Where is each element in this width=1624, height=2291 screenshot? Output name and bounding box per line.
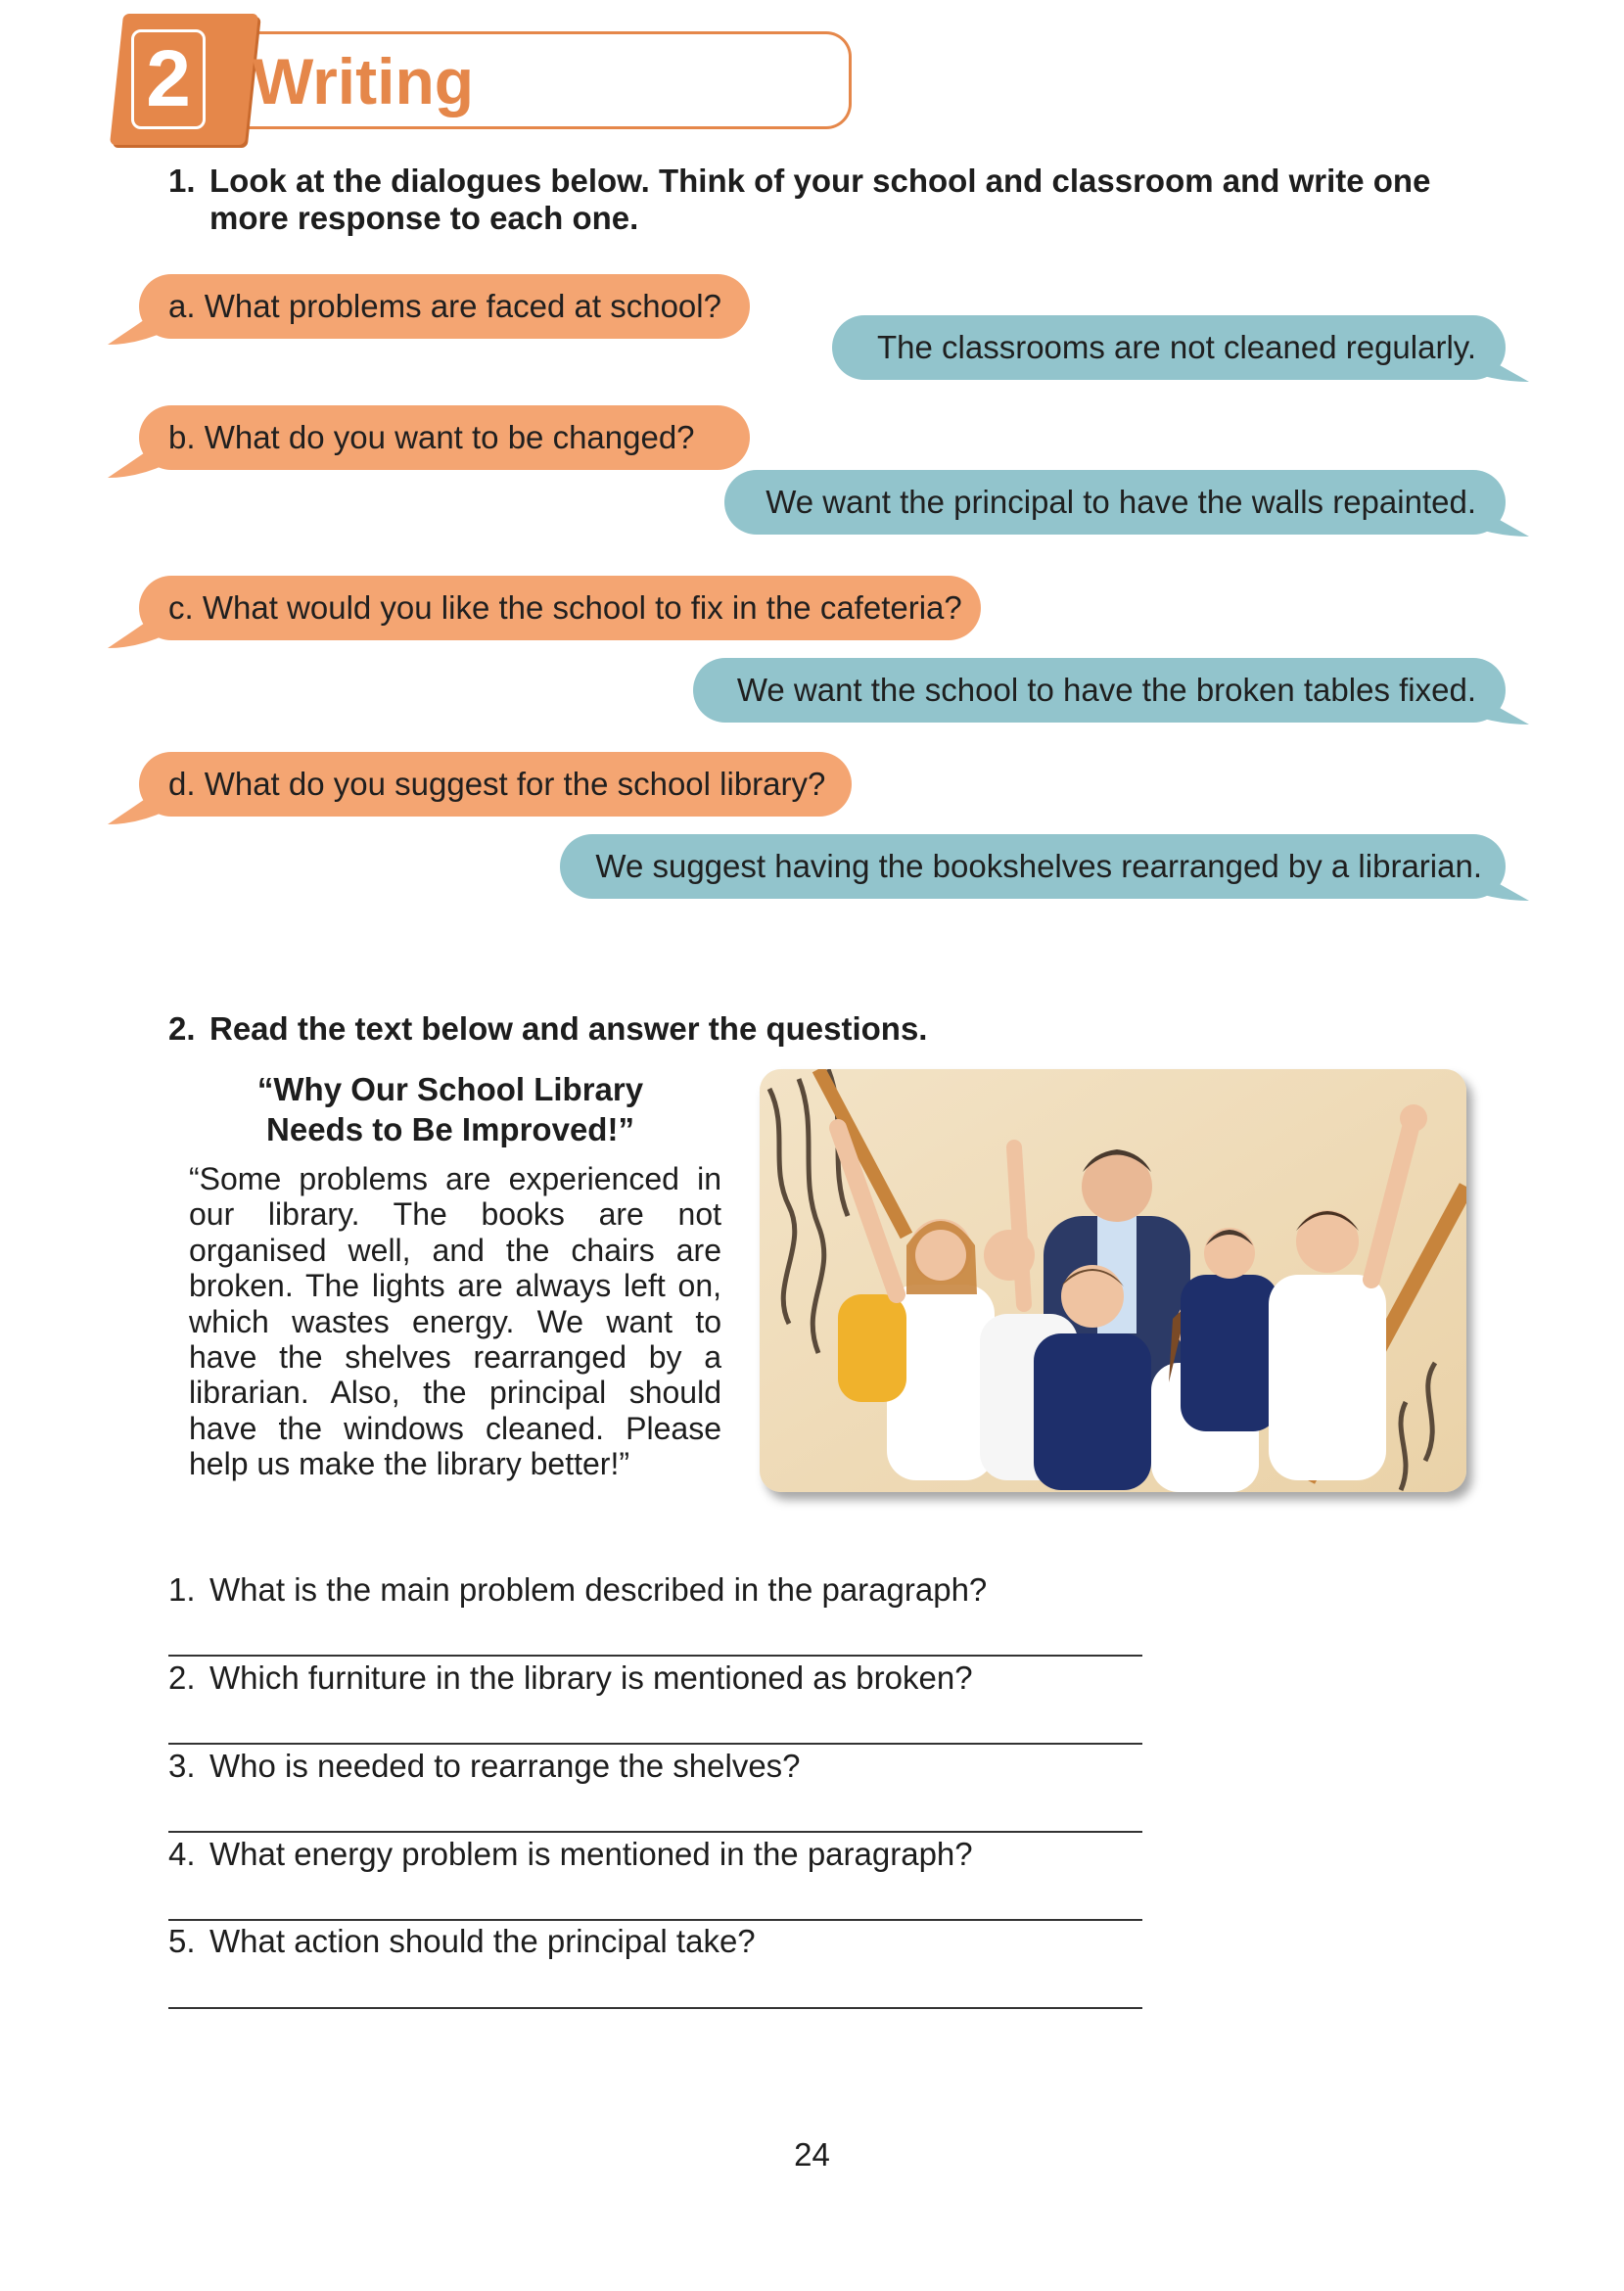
answer-line-1[interactable] — [168, 1655, 1142, 1657]
section-title: Writing — [253, 45, 475, 117]
question-number: 5. — [168, 1923, 196, 1959]
question-number: 1. — [168, 1571, 196, 1608]
students-with-teacher-photo — [760, 1069, 1466, 1492]
answer-line-3[interactable] — [168, 1831, 1142, 1833]
question-text: Which furniture in the library is mentioned as broken? — [209, 1660, 973, 1696]
dialogue-question-b: b. What do you want to be changed? — [139, 405, 750, 470]
dialogue-answer-c: We want the school to have the broken tables fixed. — [693, 658, 1506, 723]
question-text: What energy problem is mentioned in the paragraph? — [209, 1836, 973, 1872]
comprehension-question-4 — [168, 1835, 973, 1874]
question-number: 4. — [168, 1836, 196, 1872]
dialogue-question-c: c. What would you like the school to fix in the cafeteria? — [139, 576, 981, 640]
question-text: What action should the principal take? — [209, 1923, 756, 1959]
page-number: 24 — [794, 2136, 830, 2173]
exercise-2-text: Read the text below and answer the questions. — [209, 1010, 928, 1047]
section-header — [110, 14, 746, 145]
answer-line-4[interactable] — [168, 1919, 1142, 1921]
comprehension-question-3 — [168, 1747, 801, 1786]
exercise-2-number: 2. — [168, 1010, 196, 1047]
exercise-1-number: 1. — [168, 163, 196, 199]
dialogue-answer-b: We want the principal to have the walls repainted. — [724, 470, 1506, 535]
article-title — [186, 1069, 715, 1149]
article-title-line-1: “Why Our School Library — [256, 1071, 644, 1107]
dialogue-question-a: a. What problems are faced at school? — [139, 274, 750, 339]
article-body: “Some problems are experienced in our library. The books are not organised well, and the chairs are broken. The lights are always left on, which wastes energy. We want to have the shelves rearranged by a librarian. Also, the principal should have the windows cleaned. Please help us make the library better!” — [189, 1161, 721, 1482]
question-number: 2. — [168, 1660, 196, 1696]
comprehension-question-5 — [168, 1922, 756, 1961]
answer-line-5[interactable] — [168, 2007, 1142, 2009]
article-title-line-2: Needs to Be Improved!” — [266, 1111, 634, 1147]
exercise-2-instruction — [168, 1010, 1480, 1048]
comprehension-question-2 — [168, 1659, 973, 1698]
exercise-1-text: Look at the dialogues below. Think of your school and classroom and write one more response to each one. — [209, 163, 1431, 236]
question-number: 3. — [168, 1748, 196, 1784]
question-text: What is the main problem described in the paragraph? — [209, 1571, 988, 1608]
comprehension-question-1 — [168, 1570, 987, 1610]
section-number: 2 — [131, 29, 206, 129]
dialogue-answer-d: We suggest having the bookshelves rearranged by a librarian. — [560, 834, 1506, 899]
answer-line-2[interactable] — [168, 1743, 1142, 1745]
dialogue-answer-a: The classrooms are not cleaned regularly. — [832, 315, 1506, 380]
exercise-1-instruction — [168, 163, 1480, 237]
dialogue-question-d: d. What do you suggest for the school library? — [139, 752, 852, 817]
question-text: Who is needed to rearrange the shelves? — [209, 1748, 801, 1784]
